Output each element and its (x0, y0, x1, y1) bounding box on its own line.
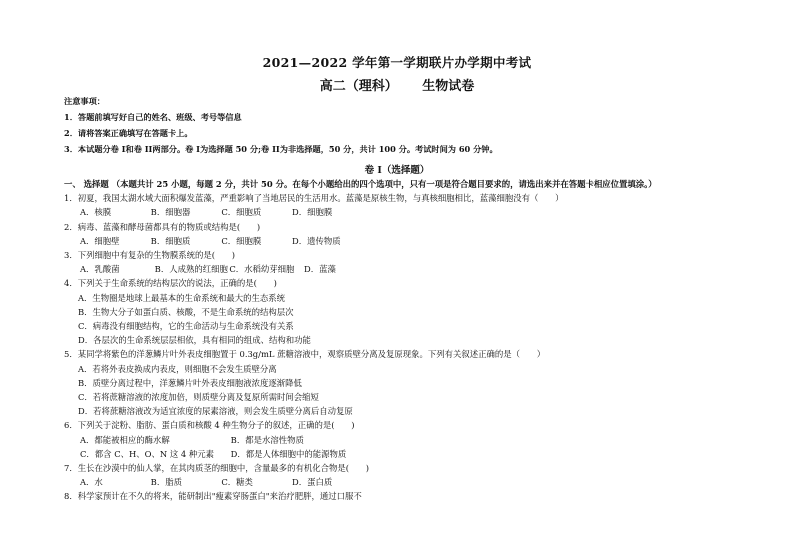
question-stem: 6．下列关于淀粉、脂肪、蛋白质和核酸 4 种生物分子的叙述，正确的是( ) (64, 420, 355, 431)
notice-item: 3．本试题分卷 I和卷 II两部分。卷 I为选择题 50 分;卷 II为非选择题，50 分，共计 100 分。考试时间为 60 分钟。 (64, 144, 498, 154)
option: B．细胞质 (150, 235, 191, 246)
notice-heading: 注意事项： (64, 96, 105, 106)
notice-item: 1．答题前填写好自己的姓名、班级、考号等信息 (64, 112, 242, 122)
option: B．人成熟的红细胞 (154, 264, 228, 275)
option: C．若将蔗糖溶液的浓度加倍，则质壁分离及复原所需时间会缩短 (78, 392, 319, 403)
section-instruction: 一、 选择题 （本题共计 25 小题，每题 2 分，共计 50 分。在每个小题给出的四个选项中，只有一项是符合题目要求的，请选出来并在答题卡相应位置填涂。） (64, 179, 657, 189)
option: D．若将蔗糖溶液改为适宜浓度的尿素溶液，则会发生质壁分离后自动复原 (78, 406, 353, 417)
question-stem: 5．某同学将紫色的洋葱鳞片叶外表皮细胞置于 0.3g/mL 蔗糖溶液中，观察质壁分离及复原现象。下列有关叙述正确的是（ ） (64, 349, 546, 360)
option: B．细胞器 (150, 207, 191, 218)
question-stem: 8．科学家预计在不久的将来，能研制出"瘦素穿肠蛋白"来治疗肥胖，通过口服不 (64, 491, 362, 502)
option: C．细胞质 (221, 207, 262, 218)
option-row (64, 475, 764, 489)
option: A．乳酸菌 (80, 264, 120, 275)
option: A．水 (80, 477, 103, 488)
question-stem: 4．下列关于生命系统的结构层次的说法，正确的是( ) (64, 278, 277, 289)
option: A．细胞壁 (80, 235, 120, 246)
option-row (64, 262, 764, 276)
option-row (64, 234, 764, 248)
option: B．脂质 (150, 477, 182, 488)
option: D．蛋白质 (292, 477, 333, 488)
option: A．若将外表皮换成内表皮，则细胞不会发生质壁分离 (78, 363, 277, 374)
question-list (64, 177, 764, 504)
option: A．核膜 (80, 207, 112, 218)
option: C．病毒没有细胞结构，它的生命活动与生命系统没有关系 (78, 321, 294, 332)
grade-label: 高二（理科） (319, 79, 398, 94)
option: C．都含 C、H、O、N 这 4 种元素 (80, 448, 215, 459)
option: D．蓝藻 (304, 264, 336, 275)
option-row (64, 447, 764, 461)
option: A．都能被相应的酶水解 (80, 434, 170, 445)
option: C．糖类 (221, 477, 253, 488)
exam-title: 2021—2022 学年第一学期联片办学期中考试 (262, 55, 532, 70)
option-row (64, 205, 764, 219)
option: D．都是人体细胞中的能源物质 (230, 448, 347, 459)
option-row (64, 433, 764, 447)
option: B．生物大分子如蛋白质、核酸，不是生命系统的结构层次 (78, 306, 294, 317)
question-stem: 1．初夏，我国太湖水域大面积爆发蓝藻，严重影响了当地居民的生活用水。蓝藻是原核生物，与真核细胞相比，蓝藻细胞没有（ ） (64, 193, 564, 204)
question-stem: 2．病毒、蓝藻和酵母菌都具有的物质或结构是( ) (64, 221, 261, 232)
section-title: 卷 I（选择题） (364, 165, 430, 176)
option: D．遗传物质 (292, 235, 341, 246)
question-stem: 3．下列细胞中有复杂的生物膜系统的是( ) (64, 250, 235, 261)
option: C．水稻幼芽细胞 (229, 264, 295, 275)
option: B．都是水溶性物质 (230, 434, 304, 445)
option: C．细胞膜 (221, 235, 262, 246)
option: D．各层次的生命系统层层相依，具有相同的组成、结构和功能 (78, 335, 311, 346)
question-stem: 7．生长在沙漠中的仙人掌，在其肉质茎的细胞中，含量最多的有机化合物是( ) (64, 463, 369, 474)
subject-label: 生物试卷 (422, 79, 475, 94)
notice-block (64, 93, 764, 157)
option: A．生物圈是地球上最基本的生命系统和最大的生态系统 (78, 292, 286, 303)
notice-item: 2．请将答案正确填写在答题卡上。 (64, 128, 193, 138)
option: B．质壁分离过程中，洋葱鳞片叶外表皮细胞液浓度逐渐降低 (78, 377, 302, 388)
exam-subtitle (0, 75, 794, 94)
option: D．细胞膜 (292, 207, 333, 218)
